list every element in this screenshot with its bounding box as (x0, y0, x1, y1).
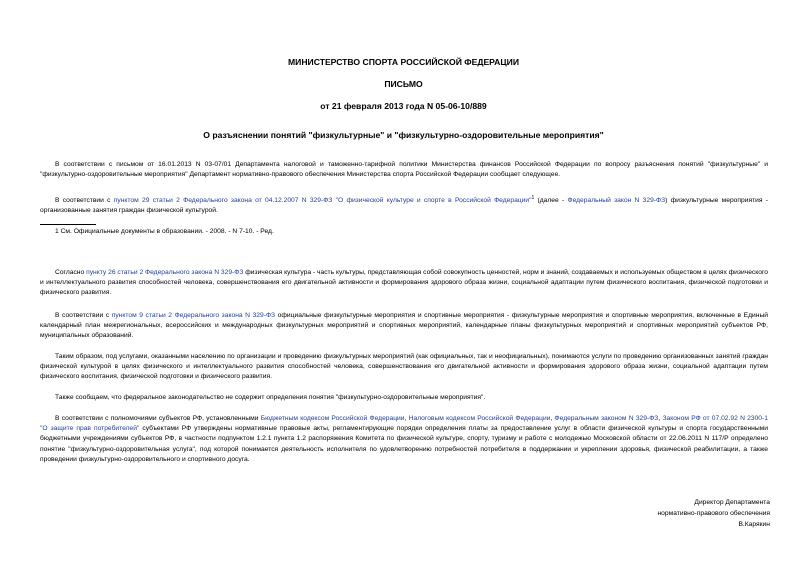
paragraph-5 (40, 352, 768, 383)
consumer-rights-law-link[interactable]: Законом РФ от 07.02.92 N 2300-1 "О защите прав потребителей" (40, 415, 768, 433)
paragraph-7-sep-3: , (658, 415, 663, 422)
paragraph-2 (40, 193, 768, 217)
tax-code-link[interactable]: Налоговым кодексом Российской Федерации (408, 415, 551, 422)
law-329fz-p9-link[interactable]: пунктом 9 статьи 2 Федерального закона N 329-ФЗ (111, 312, 276, 319)
law-329fz-p29-link[interactable]: пунктом 29 статьи 2 Федерального закона от 04.12.2007 N 329-ФЗ "О физической культуре и спорте в Российской Федерации" (113, 197, 532, 205)
footnote-ref[interactable]: 1 (531, 195, 535, 201)
signature-title: Директор Департамента (694, 499, 770, 506)
paragraph-6-text: Также сообщаем, что федеральное законодательство не содержит определения понятия "физкультурно-оздоровительные мероприятия". (55, 394, 486, 401)
paragraph-3-text-2: физическая культура - часть культуры, представляющая собой совокупность ценностей, норм и знаний, создаваемых и используемых обществом в целях физического и интеллектуального развития способностей человека, совершенствования его двигательной активности и формирования здорового образа жизни, социальной адаптации путем физического воспитания, физической подготовки и физического развития. (40, 269, 769, 297)
paragraph-7-sep-1: , (404, 415, 409, 422)
date-number: от 21 февраля 2013 года N 05-06-10/889 (320, 101, 487, 111)
law-329fz-p26-link[interactable]: пункту 26 статьи 2 Федерального закона N 329-ФЗ (86, 269, 244, 276)
paragraph-7-text-1: В соответствии с полномочиями субъектов РФ, установленными (55, 415, 261, 422)
paragraph-2-text-1: В соответствии с (55, 197, 114, 205)
paragraph-4-text-1: В соответствии с (55, 312, 112, 319)
paragraph-3-text-1: Согласно (55, 269, 87, 276)
law-329fz-link[interactable]: Федеральный закон N 329-ФЗ (567, 197, 666, 205)
footnote-text: См. Официальные документы в образовании. - 2008. - N 7-10. - Ред. (58, 228, 274, 235)
paragraph-7-sep-2: , (550, 415, 555, 422)
paragraph-1-text: В соответствии с письмом от 16.01.2013 N 03-07/01 Департамента налоговой и таможенно-тарифной политики Министерства финансов Российской Федерации по вопросу разъяснения понятий "физкультурные" и "физкультурно-оздоровительные мероприятия" Департамент нормативно-правового обеспечения Министерства спорта Российской Федерации сообщает следующее. (40, 161, 768, 179)
paragraph-5-text: Таким образом, под услугами, оказанными населению по организации и проведению физкультурных мероприятий (как официальных, так и неофициальных), понимаются услуги по проведению организованных занятий граждан физической культурой в целях физического и интеллектуального развития способностей человека, совершенствования его двигательной активности и формирования здорового образа жизни, социальной адаптации путем физического воспитания, физической подготовки и физического развития. (40, 353, 768, 381)
document-type: ПИСЬМО (384, 79, 423, 89)
paragraph-7-text-2: субъектами РФ утверждены нормативные правовые акты, регламентирующие порядки определения платы за предоставление услуг в области физической культуры и спорта государственными бюджетными учреждениями субъектов РФ, в частности подпунктом 1.2.1 пункта 1.2 распоряжения Комитета по физической культуре, спорту, туризму и работе с молодежью Московской области от 22.06.2011 N 117/Р определено понятие "физкультурно-оздоровительная услуга", под которой понимается деятельность исполнителя по удовлетворению потребностей потребителя в поддержании и укреплении здоровья, физической реабилитации, а также проведении физкультурно-оздоровительного и спортивного досуга. (40, 425, 768, 463)
paragraph-7 (40, 414, 768, 465)
paragraph-4-text-2: официальные физкультурные мероприятия и спортивные мероприятия - физкультурные мероприятия и спортивные мероприятия, включенные в Единый календарный план межрегиональных, всероссийских и международных физкультурных мероприятий и спортивных мероприятий, календарные планы физкультурных мероприятий и спортивных мероприятий субъектов РФ, муниципальных образований. (40, 312, 768, 340)
paragraph-3 (40, 268, 768, 299)
paragraph-2-text-3: ) физкультурные мероприятия - организованные занятия граждан физической культурой. (40, 197, 768, 215)
paragraph-1 (40, 160, 768, 180)
signature-department: нормативно-правового обеспечения (657, 510, 770, 517)
signature-name: В.Карякин (738, 521, 770, 528)
letter-subject: О разъяснении понятий "физкультурные" и "физкультурно-оздоровительные мероприятия" (203, 130, 604, 140)
federal-law-329fz-link[interactable]: Федеральным законом N 329-ФЗ (554, 415, 659, 422)
paragraph-6 (40, 393, 768, 403)
footnote (55, 227, 274, 237)
footnote-divider (40, 224, 96, 225)
budget-code-link[interactable]: Бюджетным кодексом Российской Федерации (260, 415, 405, 422)
ministry-heading: МИНИСТЕРСТВО СПОРТА РОССИЙСКОЙ ФЕДЕРАЦИИ (287, 57, 519, 67)
footnote-mark: 1 (55, 228, 59, 235)
paragraph-2-text-2: (далее - (534, 197, 568, 205)
paragraph-4 (40, 311, 768, 342)
